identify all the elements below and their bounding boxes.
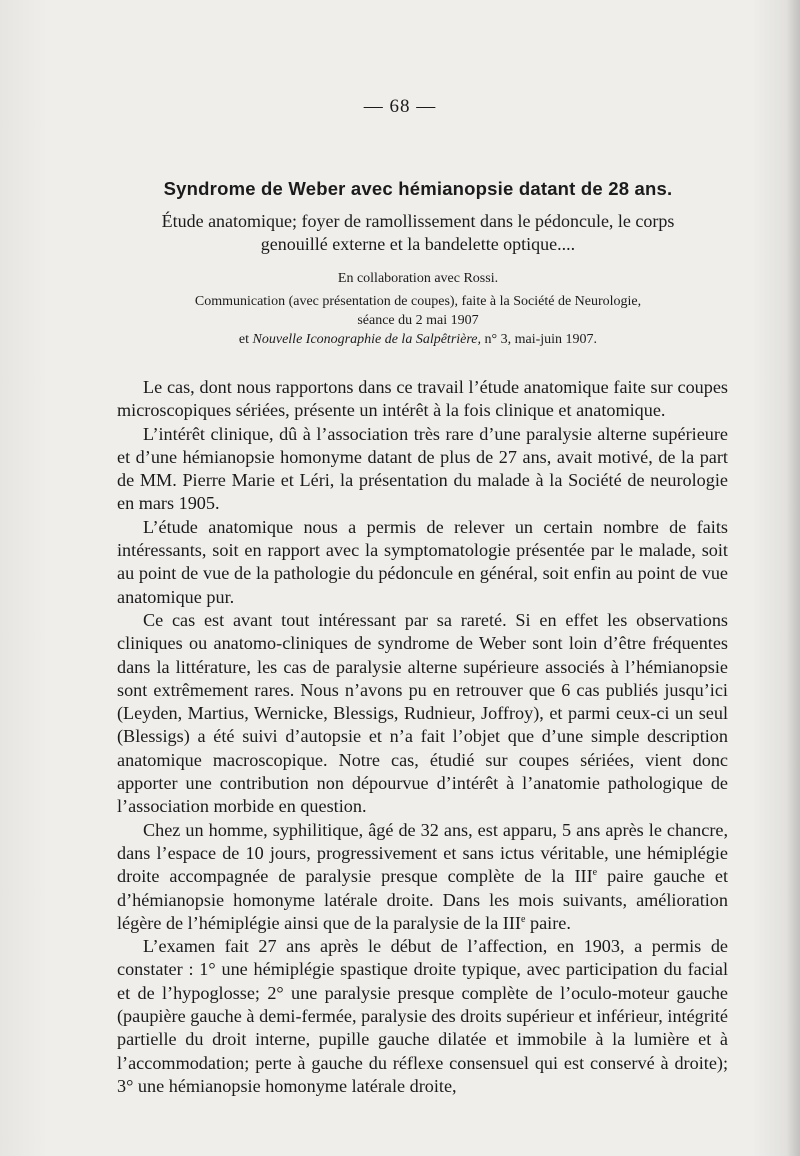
communication-line: Communication (avec présentation de coupes), faite à la Société de Neurologie, xyxy=(194,294,642,309)
collaboration-note: En collaboration avec Rossi. xyxy=(337,271,499,286)
page-number: — 68 — xyxy=(363,96,437,117)
paragraph: Le cas, dont nous rapportons dans ce travail l’étude anatomique faite sur coupes microscopiques sériées, présente un intérêt à la fois clinique et anatomique. xyxy=(117,377,728,421)
journal-name: Nouvelle Iconographie de la Salpêtrière, xyxy=(252,332,482,347)
paragraph: L’intérêt clinique, dû à l’association très rare d’une paralysie alterne supérieure et d’une hémianopsie homonyme datant de plus de 27 ans, avait motivé, de la part de MM. Pierre Marie et Léri, la présentation du malade à la Société de neurologie en mars 1905. xyxy=(117,423,728,514)
paragraph-part: Chez un homme, syphilitique, âgé de 32 ans, est apparu, 5 ans après le chancre, dans l’espace de 10 jours, progressivement et sans ictus véritable, une hémiplégie droite accompagnée de paralysie presque complète de la III xyxy=(117,819,728,887)
subtitle-line: Étude anatomique; foyer de ramollissement dans le pédoncule, le corps xyxy=(161,211,675,231)
paragraph: Ce cas est avant tout intéressant par sa rareté. Si en effet les observations cliniques ou anatomo-cliniques de syndrome de Weber sont loin d’être fréquentes dans la littérature, les cas de paralysie alterne supérieure associés à l’hémianopsie sont extrêmement rares. Nous n’avons pu en retrouver que 6 cas publiés jusqu’ici (Leyden, Martius, Wernicke, Blessigs, Rudnieur, Joffroy), et parmi ceux-ci un seul (Blessigs) a été suivi d’autopsie et n’a fait l’objet que d’une simple description anatomique macroscopique. Notre cas, étudié sur coupes sériées, vient donc apporter une contribution non dépourvue d’intérêt à l’anatomie pathologique de l’association morbide en question. xyxy=(117,609,728,817)
paragraph: L’examen fait 27 ans après le début de l’affection, en 1903, a permis de constater : 1° une hémiplégie spastique droite typique, avec participation du facial et de l’hypoglosse; 2° une paralysie presque complète de l’oculo-moteur gauche (paupière gauche à demi-fermée, paralysie des droits supérieur et inférieur, intégrité partielle du droit interne, pupille gauche dilatée et immobile à la lumière et à l’accommodation; perte à gauche du réflexe consensuel qui est conservé à droite); 3° une hémianopsie homonyme latérale droite, xyxy=(117,936,728,1096)
article-body xyxy=(117,376,728,1098)
article-title: Syndrome de Weber avec hémianopsie datant de 28 ans. xyxy=(163,178,673,199)
communication-note xyxy=(118,292,718,349)
superscript: e xyxy=(592,867,598,879)
communication-suffix: n° 3, mai-juin 1907. xyxy=(484,332,598,347)
communication-line: séance du 2 mai 1907 xyxy=(357,313,479,328)
communication-prefix: et xyxy=(238,332,250,347)
paragraph-part: paire. xyxy=(525,912,571,933)
communication-line xyxy=(118,330,718,349)
article-subtitle xyxy=(118,210,718,256)
superscript: e xyxy=(520,913,526,925)
paragraph: L’étude anatomique nous a permis de relever un certain nombre de faits intéressants, soit en rapport avec la symptomatologie présentée par le malade, soit au point de vue de la pathologie du pédoncule en général, soit enfin au point de vue anatomique pur. xyxy=(117,516,728,607)
subtitle-line: genouillé externe et la bandelette optique.... xyxy=(260,234,576,254)
paragraph-part: paire gauche et d’hémianopsie homonyme latérale droite. Dans les mois suivants, amélioration légère de l’hémiplégie ainsi que de la paralysie de la III xyxy=(117,866,728,933)
page-edge-shadow xyxy=(786,0,800,1156)
paragraph xyxy=(117,819,728,935)
